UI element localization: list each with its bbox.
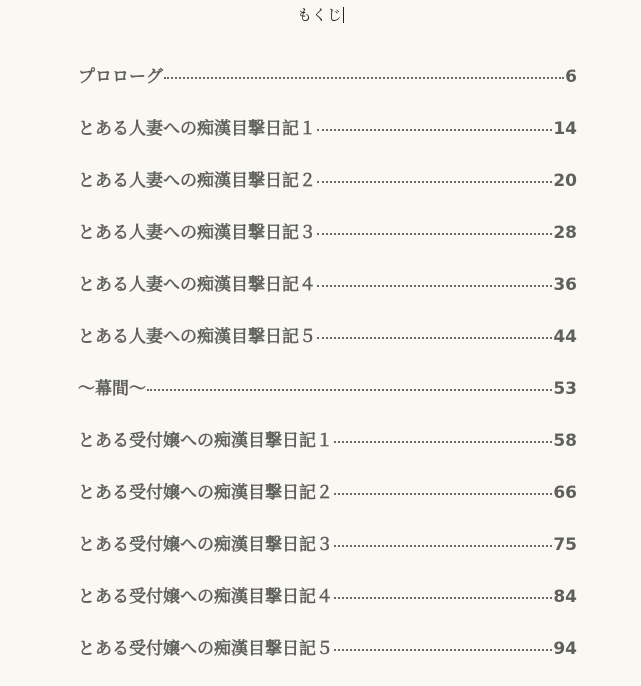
dot-leader xyxy=(317,233,552,235)
dot-leader xyxy=(317,337,552,339)
toc-entry-page: 75 xyxy=(553,535,577,555)
toc-entry-page: 58 xyxy=(553,431,577,451)
dot-leader xyxy=(147,389,552,391)
toc-entry[interactable] xyxy=(78,322,577,374)
toc-entry-label: 〜幕間〜 xyxy=(78,379,146,399)
toc-entry-page: 6 xyxy=(565,67,577,87)
toc-entry[interactable] xyxy=(78,582,577,634)
toc-entry-label: とある受付嬢への痴漢目撃日記５ xyxy=(78,639,333,659)
toc-entry-page: 66 xyxy=(553,483,577,503)
toc-entry[interactable] xyxy=(78,426,577,478)
dot-leader xyxy=(334,545,552,547)
toc-entry-label: とある人妻への痴漢目撃日記５ xyxy=(78,327,316,347)
toc-entry-label: プロローグ xyxy=(78,67,163,87)
toc-entry-page: 84 xyxy=(553,587,577,607)
toc-entry-label: とある人妻への痴漢目撃日記３ xyxy=(78,223,316,243)
toc-entry-page: 94 xyxy=(553,639,577,659)
toc-entry-page: 28 xyxy=(553,223,577,243)
toc-entry[interactable] xyxy=(78,62,577,114)
table-of-contents xyxy=(78,62,577,686)
toc-entry[interactable] xyxy=(78,478,577,530)
toc-entry[interactable] xyxy=(78,374,577,426)
dot-leader xyxy=(164,77,564,79)
toc-entry-page: 14 xyxy=(553,119,577,139)
toc-entry-label: とある受付嬢への痴漢目撃日記２ xyxy=(78,483,333,503)
dot-leader xyxy=(317,181,552,183)
toc-entry-label: とある人妻への痴漢目撃日記４ xyxy=(78,275,316,295)
toc-entry-page: 20 xyxy=(553,171,577,191)
toc-entry-page: 53 xyxy=(553,379,577,399)
text-cursor xyxy=(343,7,344,23)
dot-leader xyxy=(317,129,552,131)
toc-entry[interactable] xyxy=(78,166,577,218)
toc-entry[interactable] xyxy=(78,218,577,270)
toc-entry-label: とある受付嬢への痴漢目撃日記４ xyxy=(78,587,333,607)
dot-leader xyxy=(334,597,552,599)
toc-entry-page: 44 xyxy=(553,327,577,347)
toc-entry-label: とある受付嬢への痴漢目撃日記１ xyxy=(78,431,333,451)
toc-entry-page: 36 xyxy=(553,275,577,295)
toc-entry[interactable] xyxy=(78,530,577,582)
toc-entry-label: とある人妻への痴漢目撃日記１ xyxy=(78,119,316,139)
toc-entry[interactable] xyxy=(78,634,577,686)
dot-leader xyxy=(317,285,552,287)
dot-leader xyxy=(334,493,552,495)
page-title xyxy=(0,4,641,25)
toc-entry-label: とある受付嬢への痴漢目撃日記３ xyxy=(78,535,333,555)
toc-entry[interactable] xyxy=(78,114,577,166)
page-title-text: もくじ xyxy=(296,6,342,24)
dot-leader xyxy=(334,649,552,651)
toc-entry-label: とある人妻への痴漢目撃日記２ xyxy=(78,171,316,191)
toc-entry[interactable] xyxy=(78,270,577,322)
dot-leader xyxy=(334,441,552,443)
